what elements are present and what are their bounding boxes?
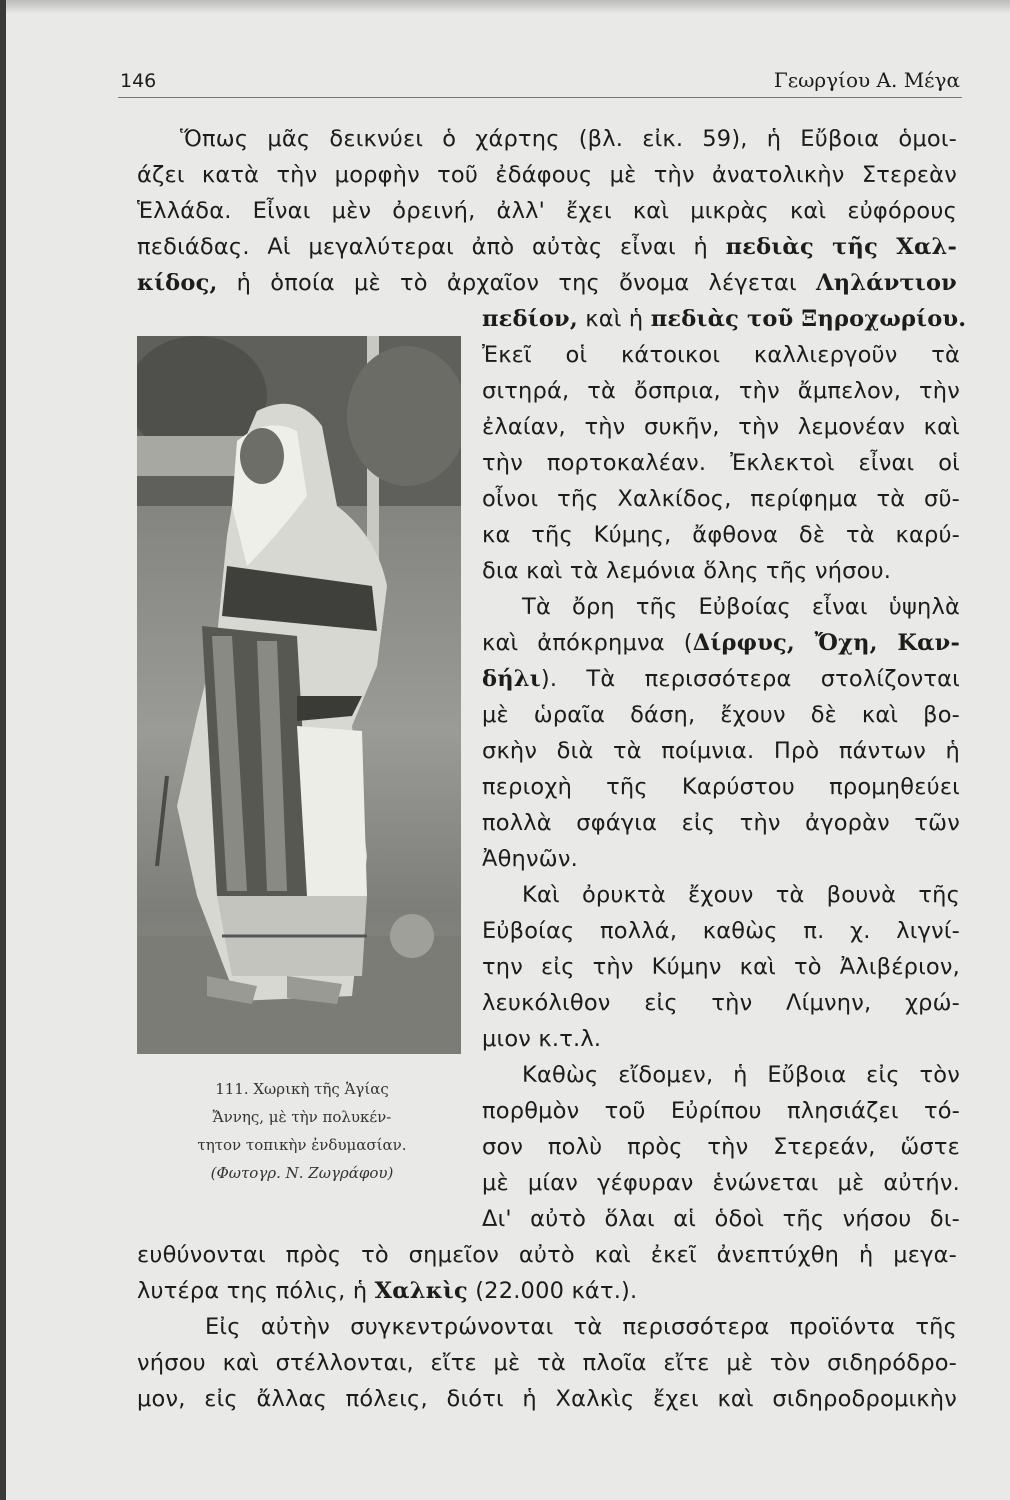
text-line bbox=[482, 628, 960, 658]
scan-edge bbox=[0, 0, 1010, 14]
text-line: νήσου καὶ στέλλονται, εἴτε μὲ τὰ πλοῖα εἴτε μὲ τὸν σιδηρόδρο- bbox=[137, 1350, 957, 1376]
text-line: κα τῆς Κύμης, ἄφθονα δὲ τὰ καρύ- bbox=[482, 522, 960, 548]
photo-illustration bbox=[137, 336, 461, 1054]
text-line: λευκόλιθον εἰς τὴν Λίμνην, χρώ- bbox=[482, 990, 960, 1016]
text-line: Εὐβοίας πολλά, καθὼς π. χ. λιγνί- bbox=[482, 918, 960, 944]
bold-term: Δίρφυς, Ὄχη, Καν- bbox=[692, 630, 961, 656]
text-line: Ἑλλάδα. Εἶναι μὲν ὀρεινή, ἀλλ' ἔχει καὶ μικρὰς καὶ εὐφόρους bbox=[137, 198, 957, 224]
text-line: Ἐκεῖ οἱ κάτοικοι καλλιεργοῦν τὰ bbox=[482, 342, 960, 368]
text-line: ἐλαίαν, τὴν συκῆν, τὴν λεμονέαν καὶ bbox=[482, 414, 960, 440]
text-line bbox=[137, 232, 957, 262]
figure-caption-line: Ἄννης, μὲ τὴν πολυκέν- bbox=[212, 1108, 392, 1126]
text-line: Καὶ ὀρυκτὰ ἔχουν τὰ βουνὰ τῆς bbox=[522, 882, 960, 908]
bold-term: δήλι bbox=[482, 666, 541, 692]
figure-caption-line: 111. Χωρικὴ τῆς Ἁγίας bbox=[215, 1080, 389, 1098]
text-line bbox=[137, 1276, 637, 1306]
bold-term: Χαλκὶς bbox=[374, 1278, 468, 1304]
text-line: σον πολὺ πρὸς τὴν Στερεάν, ὥστε bbox=[482, 1134, 960, 1160]
text-line: ευθύνονται πρὸς τὸ σημεῖον αὐτὸ καὶ ἐκεῖ ἀνεπτύχθη ἡ μεγα- bbox=[137, 1242, 957, 1268]
bold-term: πεδιὰς τῆς Χαλ- bbox=[725, 234, 957, 260]
text-line bbox=[137, 268, 957, 298]
text-line: οἶνοι τῆς Χαλκίδος, περίφημα τὰ σῦ- bbox=[482, 486, 960, 512]
text-line: άζει κατὰ τὴν μορφὴν τοῦ ἐδάφους μὲ τὴν ἀνατολικὴν Στερεὰν bbox=[137, 162, 957, 188]
text-line: Δι' αὐτὸ ὅλαι αἱ ὁδοὶ τῆς νήσου δι- bbox=[482, 1206, 960, 1232]
text-span: καὶ ἀπόκρημνα ( bbox=[482, 630, 693, 656]
text-line bbox=[482, 664, 960, 694]
text-line: την εἰς τὴν Κύμην καὶ τὸ Ἀλιβέριον, bbox=[482, 954, 960, 980]
bold-term: κίδος, bbox=[137, 270, 218, 296]
text-span: λυτέρα της πόλις, ἡ bbox=[137, 1278, 375, 1304]
photo-village-woman-costume bbox=[137, 336, 461, 1054]
running-head: Γεωργίου Α. Μέγα bbox=[773, 68, 960, 92]
text-line: μὲ μίαν γέφυραν ἑνώνεται μὲ αὐτήν. bbox=[482, 1170, 960, 1196]
page-spine-edge bbox=[0, 0, 6, 1500]
bold-term: Ληλάντιον bbox=[816, 270, 957, 296]
text-span: ἡ ὁποία μὲ τὸ ἀρχαῖον της ὄνομα λέγεται bbox=[217, 270, 817, 296]
figure-caption-line: τητον τοπικὴν ἐνδυμασίαν. bbox=[197, 1136, 407, 1154]
text-line: Τὰ ὄρη τῆς Εὐβοίας εἶναι ὑψηλὰ bbox=[522, 594, 960, 620]
text-line: μον, εἰς ἄλλας πόλεις, διότι ἡ Χαλκὶς ἔχει καὶ σιδηροδρομικὴν bbox=[137, 1386, 957, 1412]
text-span: πεδιάδας. Αἱ μεγαλύτεραι ἀπὸ αὐτὰς εἶναι ἡ bbox=[137, 234, 726, 260]
text-line: Καθὼς εἴδομεν, ἡ Εὔβοια εἰς τὸν bbox=[522, 1062, 960, 1088]
text-line: σκὴν διὰ τὰ ποίμνια. Πρὸ πάντων ἡ bbox=[482, 738, 960, 764]
text-line: περιοχὴ τῆς Καρύστου προμηθεύει bbox=[482, 774, 960, 800]
bold-term: πεδίον, bbox=[482, 306, 578, 332]
text-line: πολλὰ σφάγια εἰς τὴν ἀγορὰν τῶν bbox=[482, 810, 960, 836]
text-line: τὴν πορτοκαλέαν. Ἐκλεκτοὶ εἶναι οἱ bbox=[482, 450, 960, 476]
bold-term: πεδιὰς τοῦ Ξηροχωρίου. bbox=[650, 306, 967, 332]
figure-photo-credit: (Φωτογρ. Ν. Ζωγράφου) bbox=[210, 1164, 394, 1182]
text-span: ). Τὰ περισσότερα στολίζονται bbox=[540, 666, 960, 692]
header-rule bbox=[118, 97, 962, 98]
text-line bbox=[482, 304, 967, 334]
text-line: Ἀθηνῶν. bbox=[482, 846, 578, 872]
text-span: καὶ ἡ bbox=[577, 306, 651, 332]
text-span: (22.000 κάτ.). bbox=[467, 1278, 638, 1304]
text-line: μὲ ὡραῖα δάση, ἔχουν δὲ καὶ βο- bbox=[482, 702, 960, 728]
text-line: πορθμὸν τοῦ Εὐρίπου πλησιάζει τό- bbox=[482, 1098, 960, 1124]
text-line: μιον κ.τ.λ. bbox=[482, 1026, 602, 1052]
text-line: σιτηρά, τὰ ὄσπρια, τὴν ἄμπελον, τὴν bbox=[482, 378, 960, 404]
text-line: δια καὶ τὰ λεμόνια ὅλης τῆς νήσου. bbox=[482, 558, 892, 584]
text-line: Ὅπως μᾶς δεικνύει ὁ χάρτης (βλ. εἰκ. 59), ἡ Εὔβοια ὁμοι- bbox=[180, 126, 957, 152]
page-number: 146 bbox=[120, 70, 157, 92]
text-line: Εἰς αὐτὴν συγκεντρώνονται τὰ περισσότερα προϊόντα τῆς bbox=[205, 1314, 957, 1340]
